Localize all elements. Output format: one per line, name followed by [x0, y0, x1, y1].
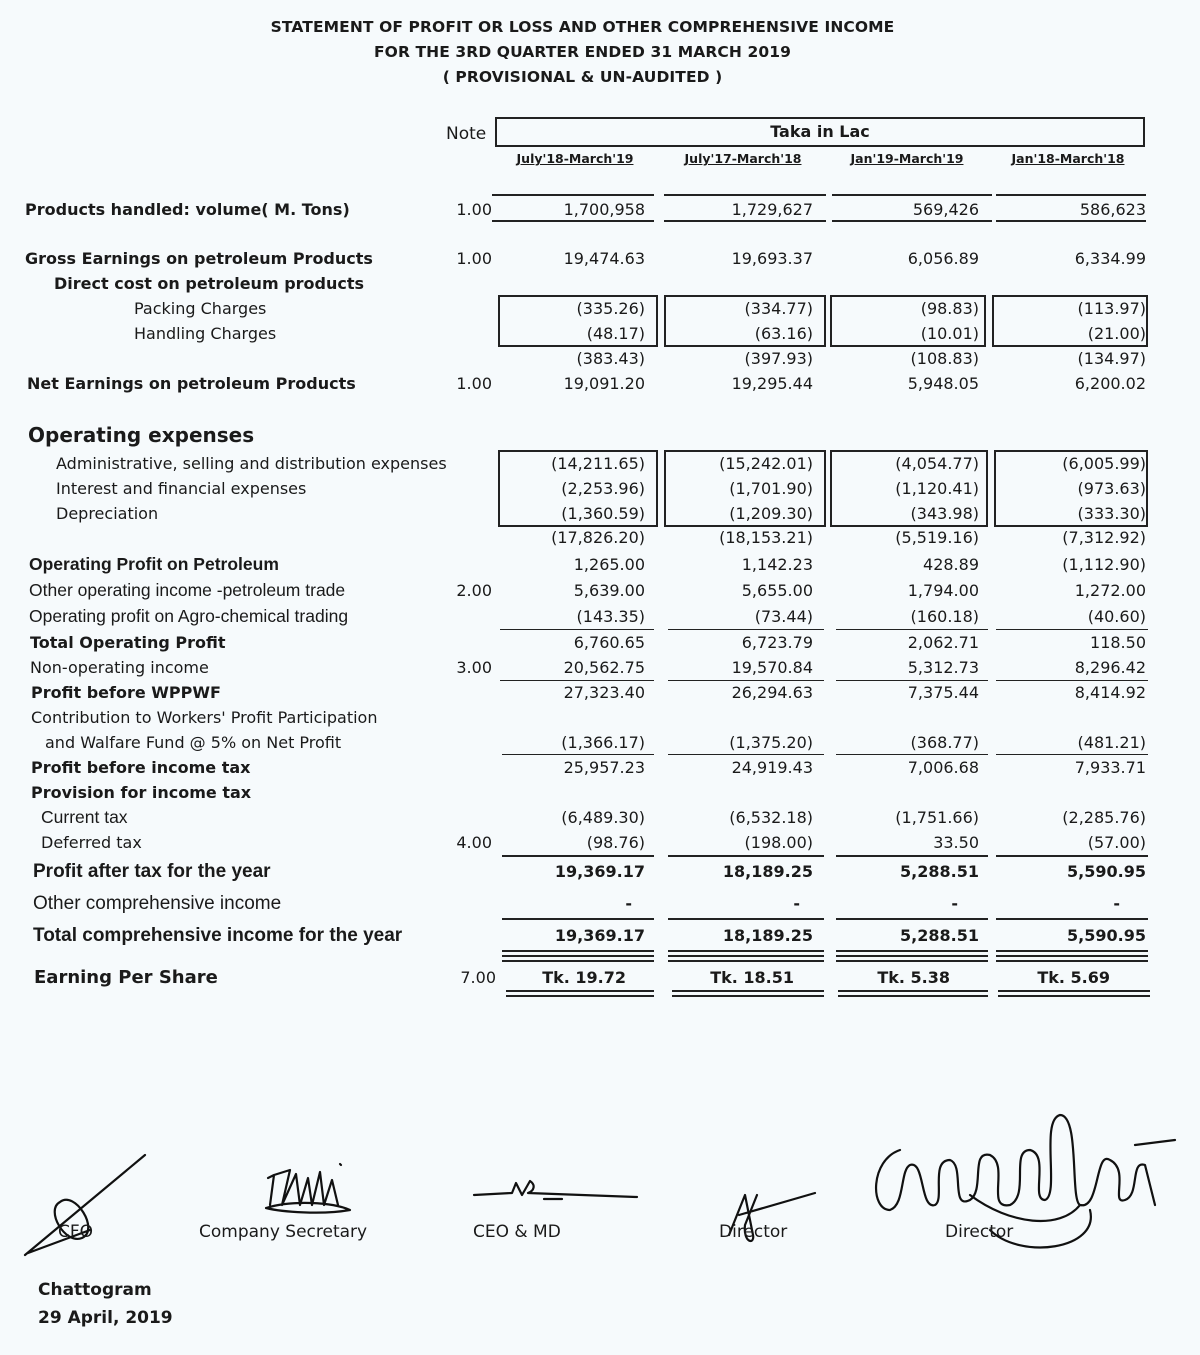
double-rule: [672, 990, 824, 997]
ceo-md-label: CEO & MD: [473, 1222, 561, 1242]
rule: [502, 855, 654, 857]
cfo-signature-label: CFO: [58, 1222, 94, 1242]
column-header-q3-2018: Jan'18-March'18: [1011, 151, 1125, 166]
rule: [996, 855, 1148, 857]
row-other-operating-income: Other operating income -petroleum trade 2.00 5,639.00 5,655.00 1,794.00 1,272.00: [29, 580, 1146, 600]
row-wppwf-line1: Contribution to Workers' Profit Participation: [31, 708, 378, 727]
row-depreciation: Depreciation (1,360.59) (1,209.30) (343.98) (333.30): [56, 504, 1146, 523]
row-products-handled: Products handled: volume( M. Tons) 1.00 1,700,958 1,729,627 569,426 586,623: [25, 200, 1146, 219]
row-handling-charges: Handling Charges (48.17) (63.16) (10.01) (21.00): [134, 324, 1146, 343]
rule: [996, 918, 1148, 920]
rule: [668, 960, 824, 962]
row-other-comprehensive-income: Other comprehensive income - - - -: [33, 893, 1120, 914]
statement-period: FOR THE 3RD QUARTER ENDED 31 MARCH 2019: [373, 43, 791, 61]
row-non-operating-income: Non-operating income 3.00 20,562.75 19,570.84 5,312.73 8,296.42: [30, 658, 1146, 677]
row-profit-before-tax: Profit before income tax 25,957.23 24,919.43 7,006.68 7,933.71: [31, 758, 1146, 777]
row-total-comprehensive-income: Total comprehensive income for the year 19,369.17 18,189.25 5,288.51 5,590.95: [33, 925, 1146, 946]
footer-date: 29 April, 2019: [38, 1308, 173, 1328]
ceo-md-signature: [472, 1175, 642, 1205]
rule: [836, 918, 988, 920]
double-rule: [838, 990, 988, 997]
row-operating-profit-petroleum: Operating Profit on Petroleum 1,265.00 1,142.23 428.89 (1,112.90): [29, 554, 1146, 574]
double-rule: [506, 990, 654, 997]
row-wppwf-contribution: and Walfare Fund @ 5% on Net Profit (1,366.17) (1,375.20) (368.77) (481.21): [45, 733, 1146, 752]
column-header-q3-2019: Jan'19-March'19: [850, 151, 964, 166]
row-gross-earnings: Gross Earnings on petroleum Products 1.00 19,474.63 19,693.37 6,056.89 6,334.99: [25, 249, 1146, 268]
row-admin-expenses: Administrative, selling and distribution expenses (14,211.65) (15,242.01) (4,054.77) (6,005.99): [56, 454, 1146, 473]
row-opex-total: (17,826.20) (18,153.21) (5,519.16) (7,312.92): [551, 528, 1146, 547]
row-interest-expenses: Interest and financial expenses (2,253.96) (1,701.90) (1,120.41) (973.63): [56, 479, 1146, 498]
rule: [664, 194, 826, 196]
rule: [502, 960, 654, 962]
cfo-signature: [20, 1150, 150, 1260]
double-rule: [502, 950, 654, 957]
row-deferred-tax: Deferred tax 4.00 (98.76) (198.00) 33.50 (57.00): [41, 833, 1146, 852]
statement-title: STATEMENT OF PROFIT OR LOSS AND OTHER COMPREHENSIVE INCOME: [270, 18, 895, 36]
row-total-operating-profit: Total Operating Profit 6,760.65 6,723.79 2,062.71 118.50: [30, 633, 1146, 652]
double-rule: [668, 950, 824, 957]
double-rule: [836, 950, 988, 957]
rule: [996, 194, 1146, 196]
column-header-ytd-2018: July'17-March'18: [684, 151, 802, 166]
note-column-header: Note: [446, 124, 487, 144]
statement-status: ( PROVISIONAL & UN-AUDITED ): [442, 68, 723, 86]
double-rule: [998, 990, 1150, 997]
director-2-label: Director: [945, 1222, 1014, 1242]
rule: [668, 918, 824, 920]
double-rule: [996, 950, 1148, 957]
row-direct-cost-total: (383.43) (397.93) (108.83) (134.97): [576, 349, 1146, 368]
row-current-tax: Current tax (6,489.30) (6,532.18) (1,751.66) (2,285.76): [41, 807, 1146, 827]
director-2-signature: [870, 1110, 1190, 1260]
row-profit-after-tax: Profit after tax for the year 19,369.17 18,189.25 5,288.51 5,590.95: [33, 861, 1146, 882]
company-secretary-signature: [262, 1160, 357, 1215]
row-agro-chemical: Operating profit on Agro-chemical trading (143.35) (73.44) (160.18) (40.60): [29, 606, 1146, 626]
row-profit-before-wppwf: Profit before WPPWF 27,323.40 26,294.63 7,375.44 8,414.92: [31, 683, 1146, 702]
row-earning-per-share: Earning Per Share 7.00 Tk. 19.72 Tk. 18.51 Tk. 5.38 Tk. 5.69: [34, 967, 1110, 988]
rule: [836, 855, 988, 857]
rule: [996, 960, 1148, 962]
unit-header-box: Taka in Lac: [495, 117, 1145, 147]
rule: [502, 918, 654, 920]
row-packing-charges: Packing Charges (335.26) (334.77) (98.83) (113.97): [134, 299, 1146, 318]
rule: [668, 855, 824, 857]
rule: [836, 960, 988, 962]
footer-place: Chattogram: [38, 1280, 152, 1300]
row-net-earnings: Net Earnings on petroleum Products 1.00 19,091.20 19,295.44 5,948.05 6,200.02: [27, 374, 1146, 393]
company-secretary-label: Company Secretary: [199, 1222, 368, 1242]
rule: [492, 194, 654, 196]
row-provision-heading: Provision for income tax: [31, 783, 252, 802]
row-direct-cost-heading: Direct cost on petroleum products: [54, 274, 365, 293]
row-operating-expenses-heading: Operating expenses: [28, 423, 255, 447]
rule: [832, 194, 992, 196]
column-header-ytd-2019: July'18-March'19: [516, 151, 634, 166]
director-1-label: Director: [719, 1222, 788, 1242]
